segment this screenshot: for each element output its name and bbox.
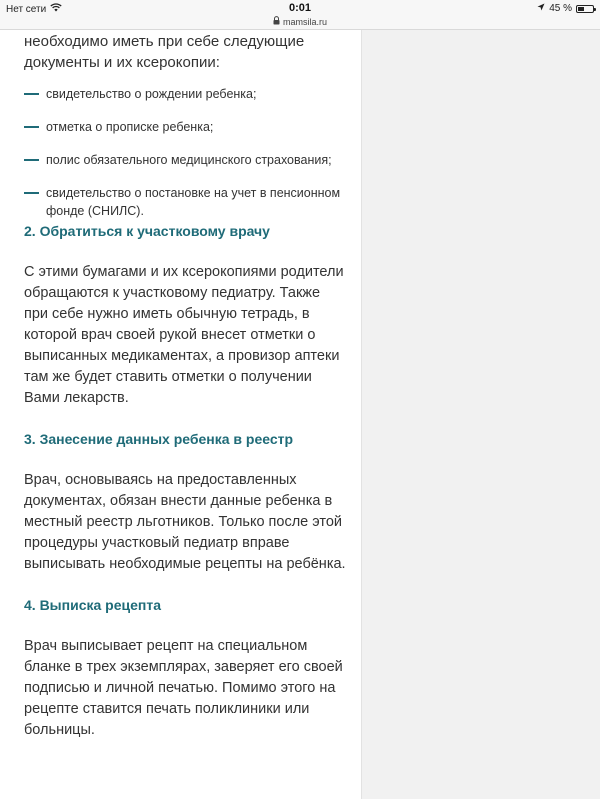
lock-icon	[273, 16, 280, 27]
location-arrow-icon	[537, 3, 545, 14]
dash-bullet-icon	[24, 93, 39, 95]
list-item	[24, 118, 346, 136]
list-item	[24, 85, 346, 103]
section-heading-2: 2. Обратиться к участковому врачу	[24, 223, 270, 239]
list-item-text: свидетельство о рождении ребенка;	[46, 87, 257, 101]
status-bar	[0, 0, 600, 30]
section-text-3: Врач, основываясь на предоставленных документах, обязан внести данные ребенка в местный реестр льготников. Только после этой процедуры участковый педиатр вправе выписывать необходимые рецепты на ребёнка.	[24, 472, 346, 572]
list-item-text: полис обязательного медицинского страхования;	[46, 153, 332, 167]
intro-paragraph: необходимо иметь при себе следующие документы и их ксерокопии:	[24, 33, 305, 71]
section-heading-3: 3. Занесение данных ребенка в реестр	[24, 431, 294, 447]
list-item	[24, 184, 346, 220]
section-text-2: С этими бумагами и их ксерокопиями родители обращаются к участковому педиатру. Также при себе нужно иметь обычную тетрадь, в которой врач своей рукой внесет отметки о выписанных медикаментах, а провизор аптеки там же будет ставить отметки о получении Вами лекарств.	[24, 264, 344, 406]
documents-list	[24, 85, 346, 220]
dash-bullet-icon	[24, 192, 39, 194]
list-item	[24, 151, 346, 169]
battery-icon	[576, 5, 594, 13]
status-right	[537, 3, 594, 14]
section-text-4: Врач выписывает рецепт на специальном бланке в трех экземплярах, заверяет его своей подписью и личной печатью. Помимо этого на рецепте ставится печать поликлиники или больницы.	[24, 638, 343, 738]
list-item-text: отметка о прописке ребенка;	[46, 120, 214, 134]
url-text: mamsila.ru	[282, 16, 327, 27]
address-bar[interactable]	[0, 16, 600, 27]
carrier-label: Нет сети	[6, 3, 47, 15]
right-sidebar	[361, 30, 600, 799]
clock: 0:01	[288, 2, 312, 14]
battery-percent: 45 %	[549, 3, 572, 14]
list-item-text: свидетельство о постановке на учет в пенсионном фонде (СНИЛС).	[46, 186, 341, 218]
battery-level-fill	[578, 7, 584, 11]
dash-bullet-icon	[24, 126, 39, 128]
dash-bullet-icon	[24, 159, 39, 161]
section-heading-4: 4. Выписка рецепта	[24, 597, 161, 613]
article-content	[24, 31, 346, 741]
